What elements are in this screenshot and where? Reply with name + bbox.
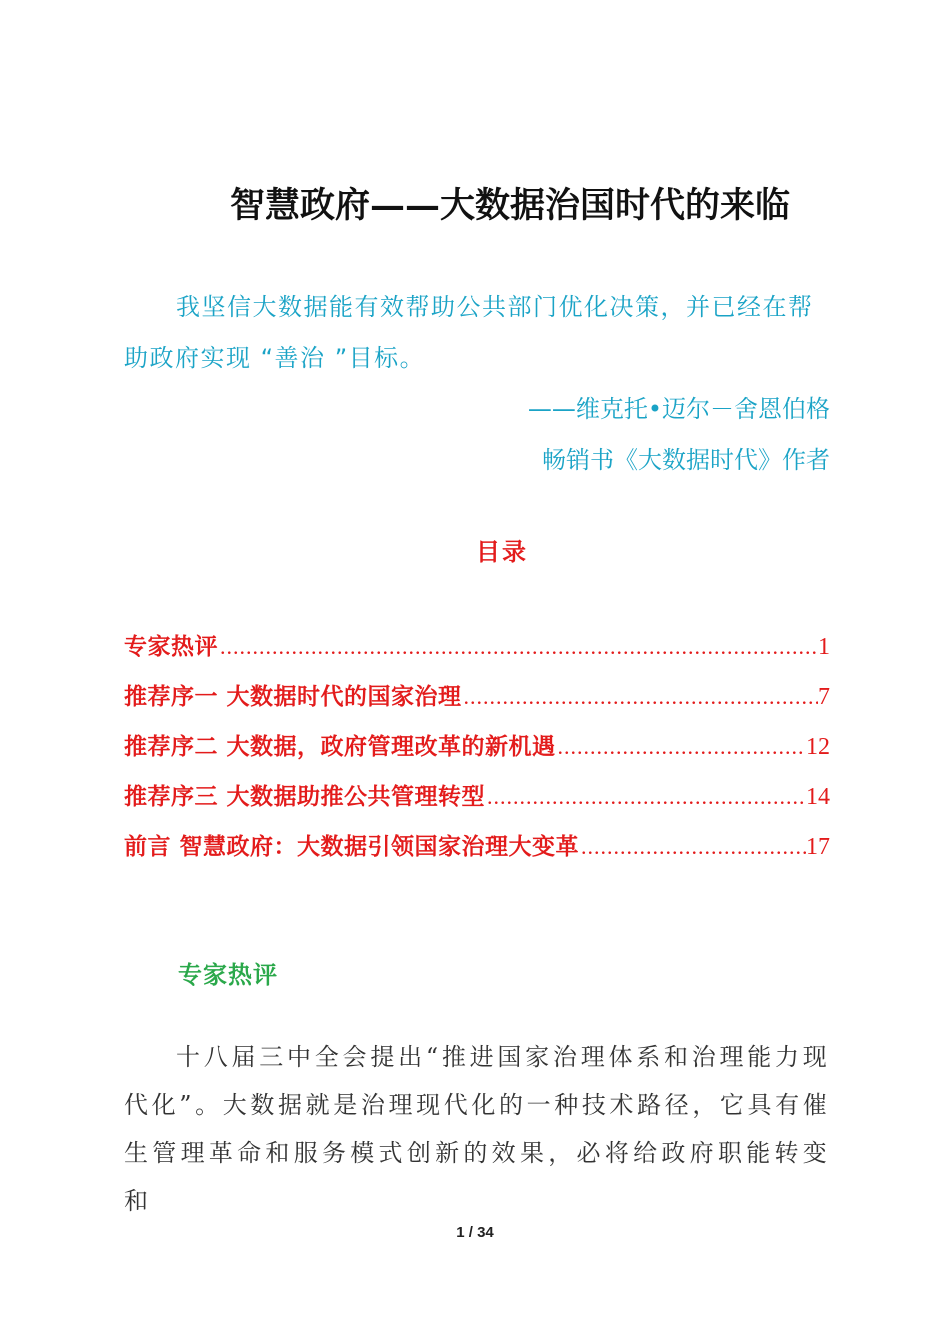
toc-entry-page: 14 bbox=[806, 784, 830, 810]
document-title: 智慧政府——大数据治国时代的来临 bbox=[229, 185, 790, 226]
toc-entry-preface-3[interactable] bbox=[124, 778, 830, 828]
toc-entry-foreword[interactable] bbox=[124, 828, 830, 878]
toc-entry-title: 前言 智慧政府：大数据引领国家治理大变革 bbox=[124, 834, 580, 860]
quote-author-role: 畅销书《大数据时代》作者 bbox=[542, 446, 830, 474]
toc-entry-title: 专家热评 bbox=[124, 634, 218, 660]
toc-dot-leader bbox=[218, 634, 818, 660]
toc-entry-title: 推荐序二 大数据，政府管理改革的新机遇 bbox=[124, 734, 556, 760]
page-number-indicator: 1 / 34 bbox=[456, 1224, 494, 1241]
quote-text: 我坚信大数据能有效帮助公共部门优化决策，并已经在帮助政府实现 “善治 ”目标。 bbox=[124, 293, 814, 372]
toc-dot-leader bbox=[485, 784, 806, 810]
quote-author: ——维克托•迈尔－舍恩伯格 bbox=[527, 395, 830, 423]
toc-entry-page: 7 bbox=[818, 684, 830, 710]
toc-dot-leader bbox=[462, 684, 818, 710]
toc-entry-title: 推荐序三 大数据助推公共管理转型 bbox=[124, 784, 486, 810]
section-heading: 专家热评 bbox=[178, 961, 278, 989]
toc-entry-title: 推荐序一 大数据时代的国家治理 bbox=[124, 684, 462, 710]
toc-entry-expert-reviews[interactable] bbox=[124, 628, 830, 678]
toc-entry-preface-1[interactable] bbox=[124, 678, 830, 728]
table-of-contents bbox=[124, 628, 830, 878]
body-paragraph: 十八届三中全会提出“推进国家治理体系和治理能力现代化”。大数据就是治理现代化的一种技术路径，它具有催生管理革命和服务模式创新的效果，必将给政府职能转变和 bbox=[124, 1043, 830, 1215]
epigraph-quote bbox=[124, 282, 830, 486]
toc-dot-leader bbox=[579, 834, 806, 860]
toc-dot-leader bbox=[556, 734, 806, 760]
toc-entry-page: 12 bbox=[806, 734, 830, 760]
toc-heading: 目录 bbox=[476, 538, 528, 566]
toc-entry-page: 17 bbox=[806, 834, 830, 860]
toc-entry-page: 1 bbox=[818, 634, 830, 660]
toc-entry-preface-2[interactable] bbox=[124, 728, 830, 778]
